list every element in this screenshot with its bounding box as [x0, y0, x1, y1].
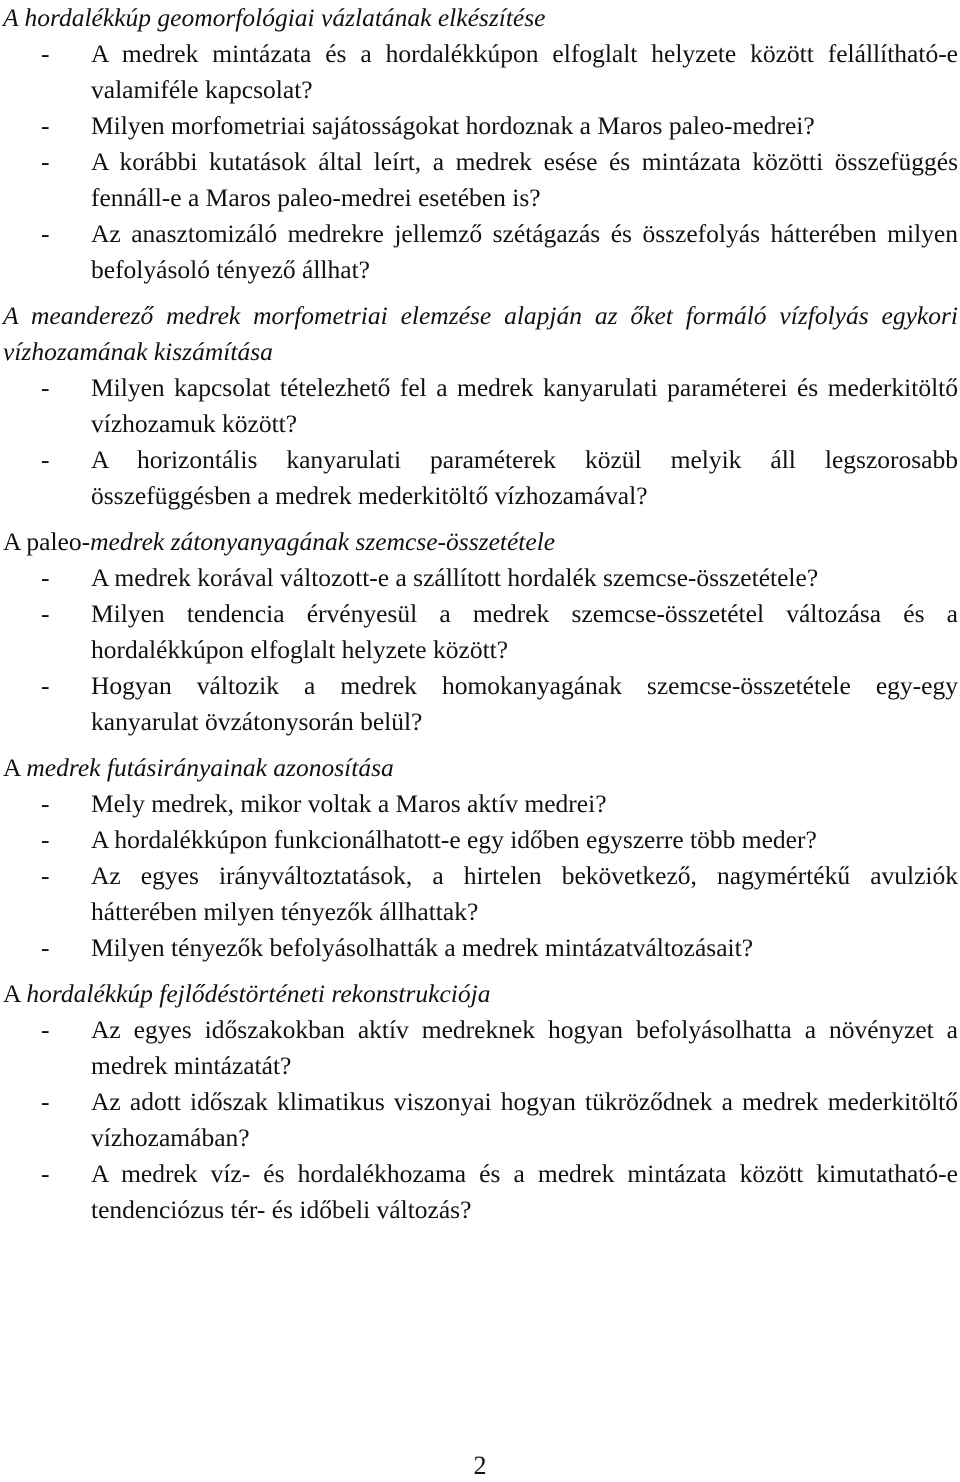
page-number: 2 [473, 1451, 487, 1480]
section-heading-text: medrek zátonyanyagának szemcse-összetétele [90, 527, 556, 556]
document-page [3, 0, 958, 1228]
question-list [3, 1012, 958, 1228]
list-item [3, 930, 958, 966]
list-item-text: Milyen kapcsolat tételezhető fel a medrek kanyarulati paraméterei és mederkitöltő vízhozamuk között? [91, 373, 958, 438]
bullet-dash: - [41, 671, 50, 700]
section-grain-size [3, 524, 958, 740]
section-heading [3, 976, 958, 1012]
question-list [3, 370, 958, 514]
list-item-text: A medrek víz- és hordalékhozama és a medrek mintázata között kimutatható-e tendenciózus tér- és időbeli változás? [91, 1159, 958, 1224]
bullet-dash: - [41, 147, 50, 176]
bullet-dash: - [41, 861, 50, 890]
section-heading-prefix: A paleo- [3, 527, 91, 556]
list-item [3, 560, 958, 596]
list-item [3, 668, 958, 740]
list-item [3, 858, 958, 930]
section-gap [3, 740, 958, 750]
section-heading [3, 750, 958, 786]
section-heading-text: medrek futásirányainak azonosítása [26, 753, 394, 782]
bullet-dash: - [41, 219, 50, 248]
list-item-text: Mely medrek, mikor voltak a Maros aktív medrei? [91, 789, 607, 818]
list-item [3, 786, 958, 822]
question-list [3, 36, 958, 288]
list-item [3, 370, 958, 442]
list-item [3, 36, 958, 108]
list-item-text: Hogyan változik a medrek homokanyagának szemcse-összetétele egy-egy kanyarulat övzátonysorán belül? [91, 671, 958, 736]
section-heading-text: A hordalékkúp geomorfológiai vázlatának elkészítése [3, 3, 546, 32]
section-channel-directions [3, 750, 958, 966]
section-geomorphological-sketch [3, 0, 958, 288]
section-gap [3, 966, 958, 976]
bullet-dash: - [41, 933, 50, 962]
list-item [3, 1084, 958, 1156]
bullet-dash: - [41, 789, 50, 818]
section-heading [3, 298, 958, 370]
list-item-text: A medrek mintázata és a hordalékkúpon elfoglalt helyzete között felállítható-e valamiféle kapcsolat? [91, 39, 958, 104]
list-item-text: Az adott időszak klimatikus viszonyai hogyan tükröződnek a medrek mederkitöltő vízhozamában? [91, 1087, 958, 1152]
list-item-text: Milyen tendencia érvényesül a medrek szemcse-összetétel változása és a hordalékkúpon elfoglalt helyzete között? [91, 599, 958, 664]
bullet-dash: - [41, 599, 50, 628]
section-heading-prefix: A [3, 753, 27, 782]
list-item [3, 108, 958, 144]
section-heading-prefix: A [3, 979, 27, 1008]
bullet-dash: - [41, 563, 50, 592]
section-gap [3, 514, 958, 524]
bullet-dash: - [41, 445, 50, 474]
section-gap [3, 288, 958, 298]
section-discharge-calculation [3, 298, 958, 514]
bullet-dash: - [41, 1015, 50, 1044]
list-item-text: A korábbi kutatások által leírt, a medrek esése és mintázata közötti összefüggés fennáll-e a Maros paleo-medrei esetében is? [91, 147, 958, 212]
list-item [3, 144, 958, 216]
list-item-text: Az egyes időszakokban aktív medreknek hogyan befolyásolhatta a növényzet a medrek mintázatát? [91, 1015, 958, 1080]
section-heading [3, 524, 958, 560]
list-item-text: Az egyes irányváltoztatások, a hirtelen bekövetkező, nagymértékű avulziók hátterében milyen tényezők állhattak? [91, 861, 958, 926]
list-item [3, 1156, 958, 1228]
bullet-dash: - [41, 1159, 50, 1188]
list-item [3, 596, 958, 668]
section-heading-text: A meanderező medrek morfometriai elemzése alapján az őket formáló vízfolyás egykori vízhozamának kiszámítása [3, 301, 958, 366]
bullet-dash: - [41, 111, 50, 140]
bullet-dash: - [41, 39, 50, 68]
list-item [3, 442, 958, 514]
bullet-dash: - [41, 373, 50, 402]
list-item [3, 1012, 958, 1084]
question-list [3, 560, 958, 740]
list-item-text: A medrek korával változott-e a szállított hordalék szemcse-összetétele? [91, 563, 819, 592]
list-item [3, 216, 958, 288]
section-evolution-reconstruction [3, 976, 958, 1228]
list-item-text: A horizontális kanyarulati paraméterek közül melyik áll legszorosabb összefüggésben a medrek mederkitöltő vízhozamával? [91, 445, 958, 510]
section-heading [3, 0, 958, 36]
list-item-text: Az anasztomizáló medrekre jellemző szétágazás és összefolyás hátterében milyen befolyásoló tényező állhat? [91, 219, 958, 284]
list-item-text: Milyen tényezők befolyásolhatták a medrek mintázatváltozásait? [91, 933, 754, 962]
list-item-text: Milyen morfometriai sajátosságokat hordoznak a Maros paleo-medrei? [91, 111, 815, 140]
list-item [3, 822, 958, 858]
list-item-text: A hordalékkúpon funkcionálhatott-e egy időben egyszerre több meder? [91, 825, 817, 854]
section-heading-text: hordalékkúp fejlődéstörténeti rekonstrukciója [26, 979, 491, 1008]
question-list [3, 786, 958, 966]
bullet-dash: - [41, 825, 50, 854]
bullet-dash: - [41, 1087, 50, 1116]
